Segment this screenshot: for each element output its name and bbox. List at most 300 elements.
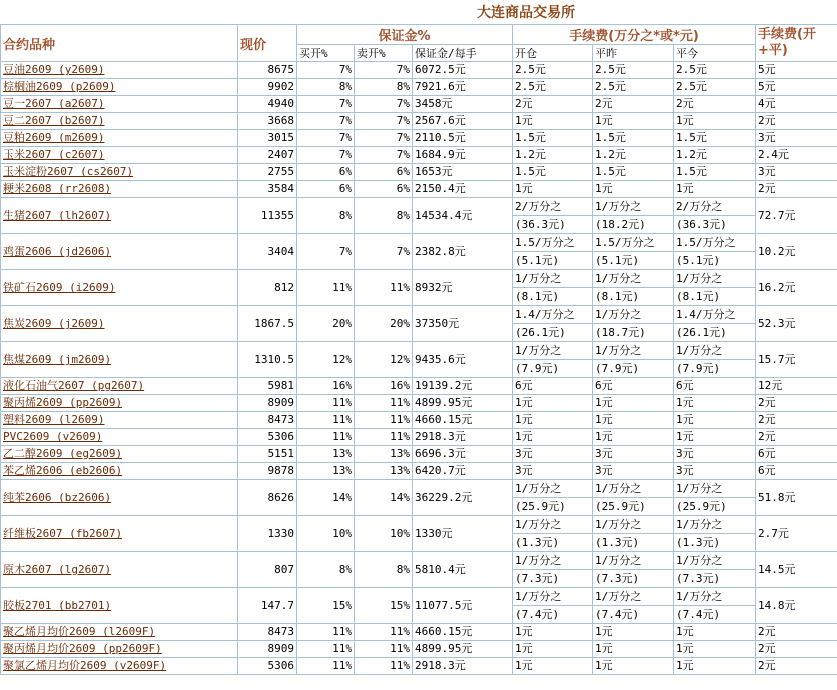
table-row [1,463,837,480]
sell-open-cell: 13% [355,446,413,463]
open-fee-cell: 1/万分之 [513,342,593,360]
sell-open-cell: 7% [355,62,413,79]
close-yesterday-fee-cell: 3元 [593,463,674,480]
close-yesterday-fee-cell: 1/万分之 [593,516,674,534]
close-yesterday-fee-cell: 1.5/万分之 [593,234,674,252]
sell-open-cell: 20% [355,306,413,342]
close-yesterday-fee-cell: 1元 [593,181,674,198]
contract-link[interactable]: 玉米淀粉2607 (cs2607) [3,165,134,178]
contract-cell [1,378,238,395]
open-fee-cell: 1元 [513,624,593,641]
table-row [1,429,837,446]
contract-link[interactable]: 铁矿石2609 (i2609) [3,281,116,294]
close-yesterday-fee-cell: 6元 [593,378,674,395]
margin-per-lot-cell: 9435.6元 [413,342,513,378]
roundtrip-fee-cell: 2元 [756,113,837,130]
buy-open-cell: 15% [297,588,355,624]
roundtrip-fee-cell: 2元 [756,429,837,446]
sell-open-cell: 7% [355,130,413,147]
table-row [1,395,837,412]
header-fee-roundtrip: 手续费(开+平) [756,25,837,62]
table-row [1,658,837,675]
roundtrip-fee-cell: 15.7元 [756,342,837,378]
close-today-fee-cell: 1/万分之 [674,588,756,606]
margin-per-lot-cell: 7921.6元 [413,79,513,96]
close-today-fee-amount-cell: (8.1元) [674,288,756,306]
close-today-fee-cell: 2.5元 [674,62,756,79]
close-today-fee-cell: 1.4/万分之 [674,306,756,324]
contract-link[interactable]: 生猪2607 (lh2607) [3,209,112,222]
open-fee-amount-cell: (36.3元) [513,216,593,234]
open-fee-cell: 1元 [513,658,593,675]
open-fee-cell: 2.5元 [513,62,593,79]
close-today-fee-cell: 1元 [674,429,756,446]
buy-open-cell: 11% [297,395,355,412]
close-yesterday-fee-cell: 1元 [593,624,674,641]
open-fee-amount-cell: (25.9元) [513,498,593,516]
close-today-fee-cell: 3元 [674,463,756,480]
buy-open-cell: 8% [297,552,355,588]
close-today-fee-cell: 2.5元 [674,79,756,96]
open-fee-cell: 1/万分之 [513,270,593,288]
table-row [1,130,837,147]
price-cell: 8473 [238,624,297,641]
buy-open-cell: 14% [297,480,355,516]
close-today-fee-cell: 1/万分之 [674,480,756,498]
header-sell-open: 卖开% [355,45,413,62]
close-today-fee-cell: 1元 [674,658,756,675]
open-fee-cell: 1.5/万分之 [513,234,593,252]
close-today-fee-amount-cell: (36.3元) [674,216,756,234]
contract-cell [1,342,238,378]
margin-per-lot-cell: 4660.15元 [413,412,513,429]
table-row [1,270,837,288]
contract-cell [1,552,238,588]
open-fee-cell: 3元 [513,463,593,480]
price-cell: 1310.5 [238,342,297,378]
roundtrip-fee-cell: 2.4元 [756,147,837,164]
contract-cell [1,446,238,463]
close-yesterday-fee-cell: 1/万分之 [593,552,674,570]
close-today-fee-cell: 1元 [674,412,756,429]
open-fee-cell: 1元 [513,181,593,198]
contract-cell [1,641,238,658]
table-row [1,79,837,96]
buy-open-cell: 7% [297,96,355,113]
close-today-fee-amount-cell: (5.1元) [674,252,756,270]
margin-per-lot-cell: 1653元 [413,164,513,181]
header-contract: 合约品种 [1,25,238,62]
contract-link[interactable]: 苯乙烯2606 (eb2606) [3,464,123,477]
close-today-fee-amount-cell: (26.1元) [674,324,756,342]
buy-open-cell: 20% [297,306,355,342]
contract-link[interactable]: 豆一2607 (a2607) [3,97,105,110]
sell-open-cell: 11% [355,658,413,675]
buy-open-cell: 11% [297,641,355,658]
open-fee-cell: 1元 [513,395,593,412]
margin-per-lot-cell: 6072.5元 [413,62,513,79]
buy-open-cell: 11% [297,412,355,429]
buy-open-cell: 16% [297,378,355,395]
contract-cell [1,429,238,446]
buy-open-cell: 8% [297,198,355,234]
contract-cell [1,113,238,130]
contract-cell [1,147,238,164]
contract-link[interactable]: 豆二2607 (b2607) [3,114,105,127]
margin-per-lot-cell: 6696.3元 [413,446,513,463]
buy-open-cell: 10% [297,516,355,552]
margin-per-lot-cell: 2918.3元 [413,658,513,675]
buy-open-cell: 7% [297,147,355,164]
contract-link[interactable]: 棕榈油2609 (p2609) [3,80,116,93]
open-fee-cell: 1.2元 [513,147,593,164]
close-today-fee-cell: 2元 [674,96,756,113]
close-yesterday-fee-amount-cell: (7.9元) [593,360,674,378]
roundtrip-fee-cell: 10.2元 [756,234,837,270]
roundtrip-fee-cell: 3元 [756,164,837,181]
table-row [1,446,837,463]
contract-link[interactable]: 玉米2607 (c2607) [3,148,105,161]
exchange-title: 大连商品交易所 [477,5,575,21]
close-yesterday-fee-amount-cell: (7.3元) [593,570,674,588]
contract-cell [1,164,238,181]
roundtrip-fee-cell: 4元 [756,96,837,113]
price-cell: 1330 [238,516,297,552]
buy-open-cell: 7% [297,234,355,270]
roundtrip-fee-cell: 51.8元 [756,480,837,516]
close-today-fee-cell: 1/万分之 [674,516,756,534]
open-fee-amount-cell: (7.3元) [513,570,593,588]
sell-open-cell: 11% [355,624,413,641]
table-row [1,588,837,606]
sell-open-cell: 16% [355,378,413,395]
close-today-fee-amount-cell: (1.3元) [674,534,756,552]
open-fee-amount-cell: (5.1元) [513,252,593,270]
margin-per-lot-cell: 3458元 [413,96,513,113]
roundtrip-fee-cell: 2元 [756,412,837,429]
table-row [1,198,837,216]
roundtrip-fee-cell: 2元 [756,395,837,412]
margin-per-lot-cell: 5810.4元 [413,552,513,588]
sell-open-cell: 10% [355,516,413,552]
close-yesterday-fee-cell: 3元 [593,446,674,463]
table-row [1,96,837,113]
contract-cell [1,234,238,270]
buy-open-cell: 6% [297,181,355,198]
buy-open-cell: 7% [297,113,355,130]
close-yesterday-fee-cell: 1元 [593,658,674,675]
open-fee-cell: 2.5元 [513,79,593,96]
sell-open-cell: 7% [355,96,413,113]
margin-per-lot-cell: 6420.7元 [413,463,513,480]
margin-per-lot-cell: 37350元 [413,306,513,342]
close-today-fee-cell: 1元 [674,624,756,641]
close-today-fee-cell: 1元 [674,113,756,130]
close-yesterday-fee-amount-cell: (18.2元) [593,216,674,234]
price-cell: 8909 [238,395,297,412]
open-fee-cell: 1元 [513,641,593,658]
header-open: 开仓 [513,45,593,62]
sell-open-cell: 6% [355,164,413,181]
open-fee-cell: 1元 [513,412,593,429]
close-today-fee-cell: 2/万分之 [674,198,756,216]
open-fee-amount-cell: (1.3元) [513,534,593,552]
margin-per-lot-cell: 4660.15元 [413,624,513,641]
close-today-fee-cell: 1元 [674,181,756,198]
open-fee-cell: 1.5元 [513,130,593,147]
margin-per-lot-cell: 19139.2元 [413,378,513,395]
sell-open-cell: 14% [355,480,413,516]
table-row [1,516,837,534]
margin-per-lot-cell: 1330元 [413,516,513,552]
margin-per-lot-cell: 2382.8元 [413,234,513,270]
buy-open-cell: 7% [297,62,355,79]
contract-link[interactable]: 原木2607 (lg2607) [3,563,112,576]
header-margin-group: 保证金% [297,25,513,45]
price-cell: 5981 [238,378,297,395]
price-cell: 8626 [238,480,297,516]
sell-open-cell: 7% [355,113,413,130]
table-body [1,62,837,675]
price-cell: 5306 [238,429,297,446]
close-yesterday-fee-cell: 2.5元 [593,62,674,79]
contract-cell [1,270,238,306]
open-fee-cell: 2元 [513,96,593,113]
close-yesterday-fee-cell: 1/万分之 [593,306,674,324]
close-today-fee-cell: 1.5/万分之 [674,234,756,252]
margin-per-lot-cell: 2918.3元 [413,429,513,446]
contract-link[interactable]: 豆油2609 (y2609) [3,63,105,76]
contract-link[interactable]: 聚丙烯月均价2609 (pp2609F) [3,642,162,655]
contract-link[interactable]: 焦炭2609 (j2609) [3,317,105,330]
open-fee-cell: 1/万分之 [513,480,593,498]
open-fee-amount-cell: (7.9元) [513,360,593,378]
margin-per-lot-cell: 4899.95元 [413,641,513,658]
close-yesterday-fee-cell: 1.5元 [593,130,674,147]
open-fee-cell: 3元 [513,446,593,463]
buy-open-cell: 6% [297,164,355,181]
contract-link[interactable]: 聚氯乙烯月均价2609 (v2609F) [3,659,167,672]
contract-cell [1,306,238,342]
close-yesterday-fee-cell: 1元 [593,429,674,446]
close-yesterday-fee-amount-cell: (18.7元) [593,324,674,342]
close-yesterday-fee-amount-cell: (25.9元) [593,498,674,516]
contract-link[interactable]: 胶板2701 (bb2701) [3,599,112,612]
contract-cell [1,516,238,552]
open-fee-cell: 1/万分之 [513,552,593,570]
fee-table [0,24,837,675]
contract-link[interactable]: 粳米2608 (rr2608) [3,182,112,195]
sell-open-cell: 8% [355,552,413,588]
contract-link[interactable]: 鸡蛋2606 (jd2606) [3,245,112,258]
roundtrip-fee-cell: 14.8元 [756,588,837,624]
close-today-fee-cell: 1.5元 [674,130,756,147]
price-cell: 2755 [238,164,297,181]
price-cell: 5306 [238,658,297,675]
buy-open-cell: 7% [297,130,355,147]
close-yesterday-fee-cell: 1元 [593,113,674,130]
table-row [1,113,837,130]
open-fee-cell: 1/万分之 [513,516,593,534]
contract-link[interactable]: 聚丙烯2609 (pp2609) [3,396,123,409]
contract-cell [1,624,238,641]
close-today-fee-cell: 1元 [674,641,756,658]
contract-cell [1,198,238,234]
price-cell: 3015 [238,130,297,147]
close-yesterday-fee-cell: 1元 [593,395,674,412]
contract-cell [1,588,238,624]
price-cell: 9878 [238,463,297,480]
header-margin-per-lot: 保证金/每手 [413,45,513,62]
roundtrip-fee-cell: 16.2元 [756,270,837,306]
margin-per-lot-cell: 14534.4元 [413,198,513,234]
roundtrip-fee-cell: 12元 [756,378,837,395]
sell-open-cell: 8% [355,198,413,234]
price-cell: 9902 [238,79,297,96]
contract-link[interactable]: 聚乙烯月均价2609 (l2609F) [3,625,156,638]
open-fee-cell: 2/万分之 [513,198,593,216]
close-today-fee-amount-cell: (7.3元) [674,570,756,588]
table-row [1,147,837,164]
contract-link[interactable]: 焦煤2609 (jm2609) [3,353,112,366]
margin-per-lot-cell: 4899.95元 [413,395,513,412]
close-yesterday-fee-cell: 2元 [593,96,674,113]
close-today-fee-cell: 1.5元 [674,164,756,181]
contract-link[interactable]: 纤维板2607 (fb2607) [3,527,123,540]
roundtrip-fee-cell: 2.7元 [756,516,837,552]
open-fee-amount-cell: (8.1元) [513,288,593,306]
roundtrip-fee-cell: 6元 [756,463,837,480]
close-yesterday-fee-cell: 1.2元 [593,147,674,164]
sell-open-cell: 8% [355,79,413,96]
close-today-fee-cell: 1.2元 [674,147,756,164]
roundtrip-fee-cell: 2元 [756,624,837,641]
price-cell: 8675 [238,62,297,79]
table-row [1,234,837,252]
buy-open-cell: 13% [297,446,355,463]
contract-cell [1,181,238,198]
table-row [1,62,837,79]
sell-open-cell: 15% [355,588,413,624]
close-yesterday-fee-amount-cell: (7.4元) [593,606,674,624]
open-fee-cell: 1/万分之 [513,588,593,606]
sell-open-cell: 11% [355,395,413,412]
header-close-yesterday: 平昨 [593,45,674,62]
margin-per-lot-cell: 8932元 [413,270,513,306]
close-today-fee-amount-cell: (7.9元) [674,360,756,378]
buy-open-cell: 12% [297,342,355,378]
close-yesterday-fee-cell: 1元 [593,412,674,429]
header-fee-group: 手续费(万分之*或*元) [513,25,756,45]
buy-open-cell: 8% [297,79,355,96]
margin-per-lot-cell: 2110.5元 [413,130,513,147]
contract-cell [1,130,238,147]
close-yesterday-fee-cell: 1/万分之 [593,198,674,216]
close-yesterday-fee-cell: 1/万分之 [593,270,674,288]
contract-cell [1,395,238,412]
contract-cell [1,658,238,675]
roundtrip-fee-cell: 3元 [756,130,837,147]
contract-link[interactable]: PVC2609 (v2609) [3,430,103,443]
contract-cell [1,480,238,516]
roundtrip-fee-cell: 2元 [756,181,837,198]
open-fee-cell: 1元 [513,113,593,130]
margin-per-lot-cell: 11077.5元 [413,588,513,624]
price-cell: 4940 [238,96,297,113]
contract-link[interactable]: 塑料2609 (l2609) [3,413,105,426]
close-yesterday-fee-cell: 1/万分之 [593,342,674,360]
sell-open-cell: 11% [355,412,413,429]
table-row [1,378,837,395]
table-row [1,342,837,360]
sell-open-cell: 11% [355,429,413,446]
close-yesterday-fee-cell: 1元 [593,641,674,658]
roundtrip-fee-cell: 52.3元 [756,306,837,342]
contract-cell [1,412,238,429]
contract-cell [1,79,238,96]
open-fee-amount-cell: (26.1元) [513,324,593,342]
roundtrip-fee-cell: 2元 [756,641,837,658]
buy-open-cell: 11% [297,624,355,641]
margin-per-lot-cell: 36229.2元 [413,480,513,516]
sell-open-cell: 13% [355,463,413,480]
close-today-fee-cell: 6元 [674,378,756,395]
table-row [1,164,837,181]
table-row [1,641,837,658]
buy-open-cell: 11% [297,270,355,306]
price-cell: 1867.5 [238,306,297,342]
roundtrip-fee-cell: 6元 [756,446,837,463]
buy-open-cell: 11% [297,429,355,446]
close-today-fee-cell: 1元 [674,395,756,412]
close-today-fee-cell: 1/万分之 [674,342,756,360]
buy-open-cell: 11% [297,658,355,675]
table-row [1,480,837,498]
table-row [1,552,837,570]
close-yesterday-fee-amount-cell: (8.1元) [593,288,674,306]
contract-link[interactable]: 液化石油气2607 (pg2607) [3,379,145,392]
price-cell: 807 [238,552,297,588]
roundtrip-fee-cell: 5元 [756,79,837,96]
contract-cell [1,463,238,480]
contract-cell [1,96,238,113]
open-fee-amount-cell: (7.4元) [513,606,593,624]
open-fee-cell: 1元 [513,429,593,446]
contract-cell [1,62,238,79]
contract-link[interactable]: 乙二醇2609 (eg2609) [3,447,123,460]
sell-open-cell: 11% [355,641,413,658]
close-today-fee-cell: 3元 [674,446,756,463]
close-yesterday-fee-cell: 2.5元 [593,79,674,96]
close-yesterday-fee-cell: 1/万分之 [593,588,674,606]
price-cell: 3668 [238,113,297,130]
sell-open-cell: 12% [355,342,413,378]
header-price: 现价 [238,25,297,62]
open-fee-cell: 6元 [513,378,593,395]
roundtrip-fee-cell: 72.7元 [756,198,837,234]
close-today-fee-amount-cell: (7.4元) [674,606,756,624]
price-cell: 8909 [238,641,297,658]
contract-link[interactable]: 豆粕2609 (m2609) [3,131,105,144]
contract-link[interactable]: 纯苯2606 (bz2606) [3,491,112,504]
price-cell: 8473 [238,412,297,429]
price-cell: 11355 [238,198,297,234]
price-cell: 3404 [238,234,297,270]
close-yesterday-fee-amount-cell: (1.3元) [593,534,674,552]
sell-open-cell: 11% [355,270,413,306]
table-row [1,412,837,429]
close-yesterday-fee-cell: 1/万分之 [593,480,674,498]
